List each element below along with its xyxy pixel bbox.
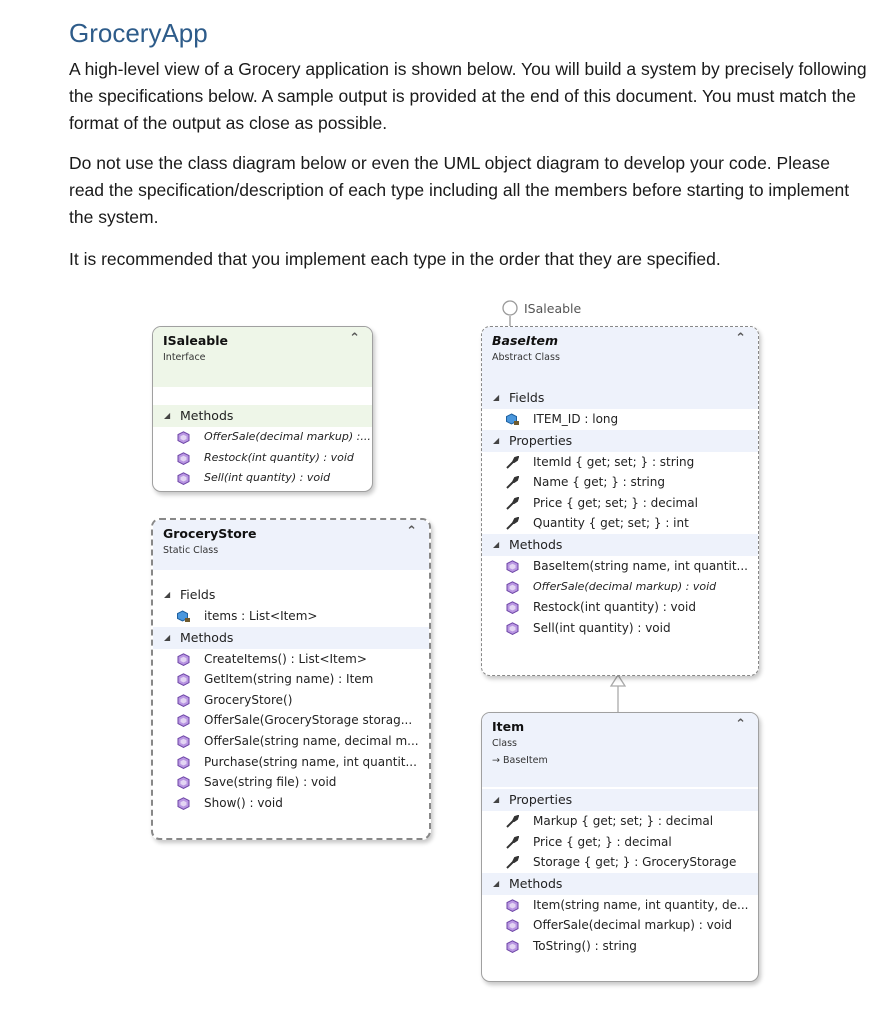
section-fields[interactable]: ◢ Fields (153, 584, 429, 606)
method-icon (506, 560, 519, 573)
property-row: Storage { get; } : GroceryStorage (482, 852, 758, 873)
method-icon (177, 776, 190, 789)
method-icon (506, 601, 519, 614)
field-icon (506, 413, 519, 426)
item-name: Item (492, 719, 525, 734)
method-icon (506, 919, 519, 932)
method-row: BaseItem(string name, int quantit... (482, 556, 758, 577)
property-row: Quantity { get; set; } : int (482, 513, 758, 534)
method-icon (506, 899, 519, 912)
method-icon (506, 940, 519, 953)
collapse-icon[interactable]: ⌃ (406, 524, 417, 539)
collapse-icon[interactable]: ⌃ (349, 331, 360, 346)
method-icon (177, 756, 190, 769)
wrench-icon (506, 476, 519, 489)
property-row: Price { get; } : decimal (482, 832, 758, 853)
method-row: Save(string file) : void (153, 772, 429, 793)
property-row: Name { get; } : string (482, 472, 758, 493)
private-method-icon (177, 694, 190, 707)
field-row: items : List<Item> (153, 606, 429, 627)
grocerystore-name: GroceryStore (163, 526, 257, 541)
private-method-icon (177, 673, 190, 686)
expand-triangle-icon: ◢ (493, 435, 500, 445)
method-row: Purchase(string name, int quantit... (153, 752, 429, 773)
method-icon (177, 431, 190, 444)
lollipop-label: ISaleable (524, 301, 582, 316)
expand-triangle-icon: ◢ (493, 539, 500, 549)
expand-triangle-icon: ◢ (493, 878, 500, 888)
method-row: OfferSale(string name, decimal m... (153, 731, 429, 752)
method-row: OfferSale(GroceryStorage storag... (153, 710, 429, 731)
property-row: Price { get; set; } : decimal (482, 493, 758, 514)
method-row: Item(string name, int quantity, de... (482, 895, 758, 916)
expand-triangle-icon: ◢ (493, 393, 500, 402)
isaleable-interface-box[interactable] (152, 326, 373, 492)
expand-triangle-icon: ◢ (164, 411, 171, 420)
page-title: GroceryApp (69, 18, 208, 48)
section-methods[interactable]: ◢ Methods (482, 873, 758, 895)
method-icon (177, 452, 190, 465)
method-row: ToString() : string (482, 936, 758, 957)
intro-paragraph: A high-level view of a Grocery application is shown below. You will build a system by precisely following the specifications below. A sample output is provided at the end of this document. You must match the format of the output as close as possible. (69, 59, 867, 133)
method-row: OfferSale(decimal markup) :... (153, 427, 372, 448)
inheritance-arrow (611, 675, 625, 686)
method-row: OfferSale(decimal markup) : void (482, 915, 758, 936)
expand-triangle-icon: ◢ (164, 590, 171, 599)
method-row: Sell(int quantity) : void (482, 618, 758, 639)
section-fields[interactable]: ◢ Fields (482, 387, 758, 409)
method-row: CreateItems() : List<Item> (153, 649, 429, 670)
expand-triangle-icon: ◢ (493, 795, 500, 804)
method-icon (506, 581, 519, 594)
method-row: GroceryStore() (153, 690, 429, 711)
collapse-icon[interactable]: ⌃ (735, 717, 746, 732)
field-row: ITEM_ID : long (482, 409, 758, 430)
wrench-icon (506, 517, 519, 530)
method-icon (177, 797, 190, 810)
section-properties[interactable]: ◢ Properties (482, 789, 758, 811)
baseitem-name: BaseItem (492, 333, 559, 348)
section-methods[interactable]: ◢ Methods (153, 405, 372, 427)
collapse-icon[interactable]: ⌃ (735, 331, 746, 346)
baseitem-class-box[interactable] (481, 326, 759, 676)
property-row: Markup { get; set; } : decimal (482, 811, 758, 832)
method-icon (177, 653, 190, 666)
grocerystore-kind: Static Class (163, 545, 219, 556)
method-row: GetItem(string name) : Item (153, 669, 429, 690)
method-icon (177, 472, 190, 485)
wrench-icon (506, 456, 519, 469)
method-row: OfferSale(decimal markup) : void (482, 577, 758, 598)
method-icon (177, 735, 190, 748)
wrench-icon (506, 856, 519, 869)
method-row: Restock(int quantity) : void (482, 597, 758, 618)
method-row: Show() : void (153, 793, 429, 814)
section-methods[interactable]: ◢ Methods (153, 627, 429, 649)
field-icon (177, 610, 190, 623)
method-row: Sell(int quantity) : void (153, 468, 372, 489)
wrench-icon (506, 497, 519, 510)
method-row: Restock(int quantity) : void (153, 448, 372, 469)
method-icon (506, 622, 519, 635)
grocerystore-class-box[interactable] (151, 518, 431, 840)
item-kind: Class (492, 738, 517, 749)
recommendation-paragraph: It is recommended that you implement each type in the order that they are specified. (69, 249, 721, 269)
lollipop-circle (503, 301, 517, 315)
isaleable-name: ISaleable (163, 333, 228, 348)
item-class-box[interactable] (481, 712, 759, 982)
expand-triangle-icon: ◢ (164, 632, 171, 642)
section-properties[interactable]: ◢ Properties (482, 430, 758, 452)
method-icon (177, 714, 190, 727)
property-row: ItemId { get; set; } : string (482, 452, 758, 473)
isaleable-kind: Interface (163, 352, 206, 363)
section-methods[interactable]: ◢ Methods (482, 534, 758, 556)
baseitem-kind: Abstract Class (492, 352, 560, 363)
item-base-class: → BaseItem (492, 755, 548, 766)
wrench-icon (506, 815, 519, 828)
instruction-paragraph: Do not use the class diagram below or even the UML object diagram to develop your code. Please read the specification/description of each type including all the members before starting to implement the system. (69, 153, 850, 227)
wrench-icon (506, 836, 519, 849)
